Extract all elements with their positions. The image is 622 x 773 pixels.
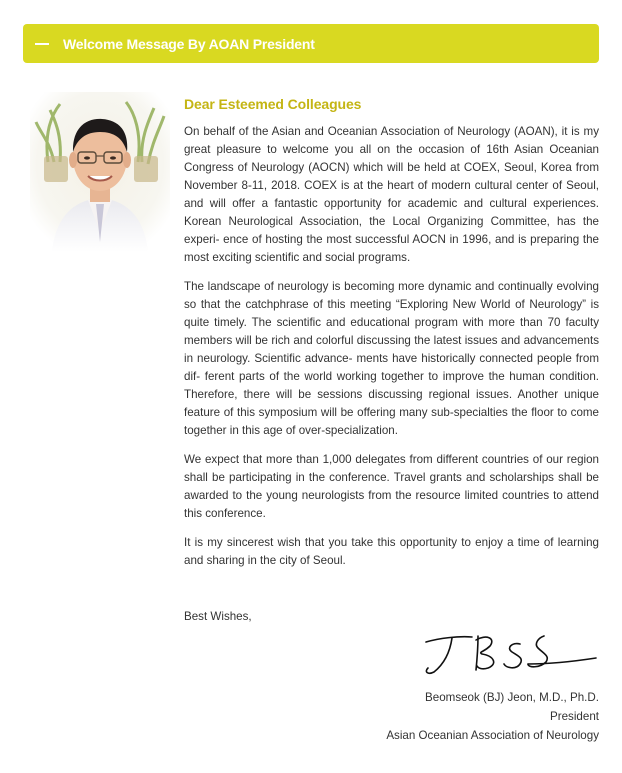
paragraph: The landscape of neurology is becoming more dynamic and continually evolving so that the catchphrase of this meeting “Exploring New World of Neurology” is quite timely. The scientific and educational program with more than 70 faculty members will be rich and colorful discussing the latest issues and advancements in neurology. Scientific advance- ments have historically connected people from dif- ferent parts of the world working together to improve the human condition. Therefore, there will be sessions discussing regional issues. Another unique feature of this symposium will be offering many sub-specialties the floor to come together in this age of over-specialization. [184,280,599,437]
page-title: Welcome Message By AOAN President [63,35,315,52]
portrait-photo-icon [30,92,170,252]
signer-block [386,688,599,745]
signer-role: President [550,710,599,723]
signer-organization: Asian Oceanian Association of Neurology [386,729,599,742]
handwritten-signature-icon [420,628,600,678]
closing: Best Wishes, [184,610,252,623]
letter-body [184,96,599,581]
paragraph: We expect that more than 1,000 delegates from different countries of our region shall be participating in the conference. Travel grants and scholarships shall be awarded to the young neurologists from the resource limited countries to attend this conference. [184,453,599,520]
signature [420,628,600,678]
paragraph: On behalf of the Asian and Oceanian Association of Neurology (AOAN), it is my great pleasure to welcome you all on the occasion of 16th Asian Oceanian Congress of Neurology (AOCN) which will be held at COEX, Seoul, Korea from November 8-11, 2018. COEX is at the heart of modern cultural center of Seoul, and will offer a fantastic opportunity for academic and cultural experiences. Korean Neurological Association, the Local Organizing Committee, has the experi- ence of hosting the most successful AOCN in 1996, and is preparing the most exciting scientific and social programs. [184,125,599,264]
paragraph: It is my sincerest wish that you take this opportunity to enjoy a time of learning and sharing in the city of Seoul. [184,536,599,567]
signer-name: Beomseok (BJ) Jeon, M.D., Ph.D. [425,691,599,704]
greeting: Dear Esteemed Colleagues [184,96,362,112]
president-photo [30,92,170,252]
dash-icon [35,43,49,45]
header-banner [23,24,599,63]
